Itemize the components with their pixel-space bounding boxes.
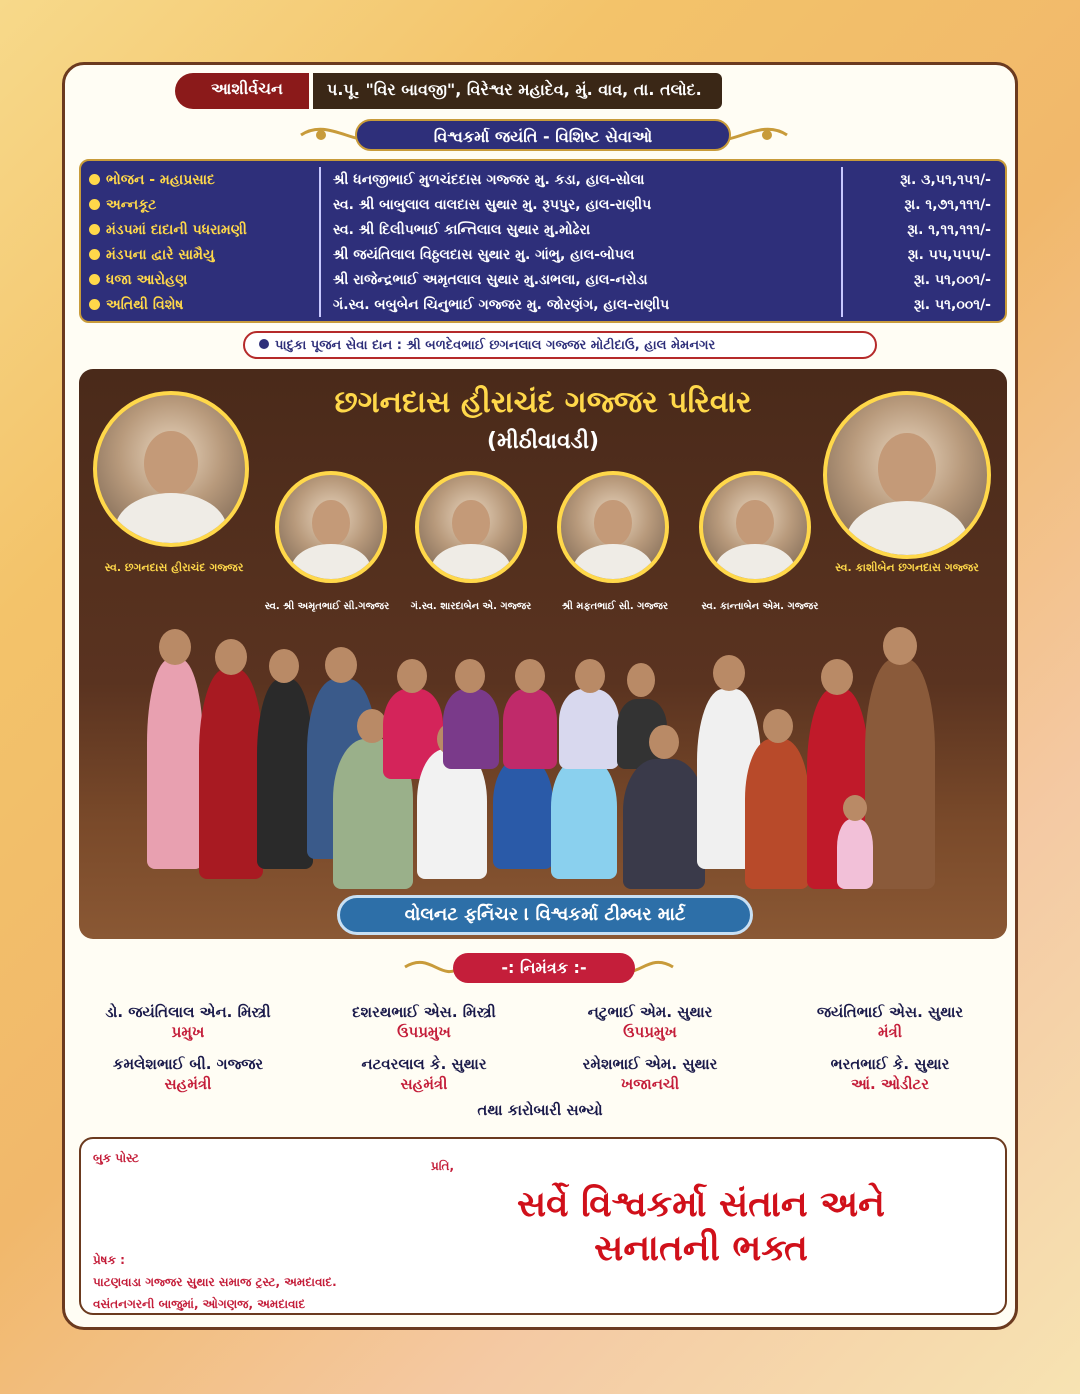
inviters-title: -: નિમંત્રક :- <box>453 953 635 983</box>
inviter-role: મંત્રી <box>877 1023 903 1041</box>
inviter-member <box>537 1055 763 1093</box>
seva-row <box>89 242 997 267</box>
family-subtitle: (મીઠીવાવડી) <box>486 429 600 454</box>
seva-name: મંડપના દ્વારે સામૈયુ <box>106 246 215 263</box>
inviter-member <box>763 1055 1017 1093</box>
bullet-icon <box>89 249 100 260</box>
committee-members: તથા કારોબારી સભ્યો <box>477 1101 603 1119</box>
member-portrait <box>699 471 811 583</box>
seva-amount: રૂા. ૫૧,૦૦૧/- <box>913 296 991 313</box>
inviter-role: આં. ઓડીટર <box>850 1075 930 1093</box>
inviter-name: ડો. જયંતિલાલ એન. મિસ્ત્રી <box>105 1003 271 1021</box>
inviter-member <box>65 1003 311 1041</box>
member-caption: શ્રી મફતભાઈ સી. ગજ્જર <box>561 601 669 612</box>
seva-amount: રૂા. ૩,૫૧,૧૫૧/- <box>900 171 991 188</box>
seva-name: ધજા આરોહણ <box>106 271 188 288</box>
seva-name: અતિથી વિશેષ <box>106 296 184 313</box>
inviter-role: સહમંત્રી <box>164 1075 212 1093</box>
paduka-text: પાદુકા પૂજન સેવા દાન : શ્રી બળદેવભાઈ છગનલાલ ગજ્જર મોટીદાઉ, હાલ મેમનગર <box>275 338 716 353</box>
elder-portrait-right <box>823 391 991 559</box>
family-title: છગનદાસ હીરાચંદ ગજ્જર પરિવાર <box>334 385 752 420</box>
inviter-member <box>311 1003 537 1041</box>
blessing-text: પ.પૂ. "વિર બાવજી", વિરેશ્વર મહાદેવ, મું. વાવ, તા. તલોદ. <box>313 73 722 109</box>
inviter-name: નટવરલાલ કે. સુથાર <box>361 1055 487 1073</box>
seva-row <box>89 292 997 317</box>
family-group-photo <box>147 619 947 899</box>
sender-block <box>93 1249 337 1315</box>
sevas-table <box>79 159 1007 323</box>
elder-caption-left: સ્વ. છગનદાસ હીરાચંદ ગજ્જર <box>104 561 244 574</box>
bullet-icon <box>259 339 269 349</box>
inviter-member <box>763 1003 1017 1041</box>
inviter-role: ખજાનચી <box>620 1075 680 1093</box>
brand-banner: વોલનટ ફર્નિચર । વિશ્વકર્મા ટીમ્બર માર્ટ <box>337 895 753 935</box>
book-post-label: બુક પોસ્ટ <box>93 1151 139 1165</box>
seva-amount: રૂા. ૧,૧૧,૧૧૧/- <box>907 221 991 238</box>
seva-name: ભોજન - મહાપ્રસાદ <box>106 171 215 188</box>
seva-row <box>89 192 997 217</box>
seva-row <box>89 167 997 192</box>
inviter-name: કમલેશભાઈ બી. ગજ્જર <box>112 1055 264 1073</box>
seva-row <box>89 217 997 242</box>
inviter-member <box>65 1055 311 1093</box>
inviter-role: ઉપપ્રમુખ <box>397 1023 451 1041</box>
inviter-name: રમેશભાઈ એમ. સુથાર <box>582 1055 718 1073</box>
bullet-icon <box>89 299 100 310</box>
member-portrait <box>415 471 527 583</box>
address-box <box>79 1137 1007 1315</box>
elder-caption-right: સ્વ. કાશીબેન છગનદાસ ગજ્જર <box>835 561 979 574</box>
sender-label: પ્રેષક : <box>93 1253 125 1267</box>
inviter-name: દશરથભાઈ એસ. મિસ્ત્રી <box>352 1003 496 1021</box>
seva-row <box>89 267 997 292</box>
family-panel <box>79 369 1007 939</box>
inviter-role: ઉપપ્રમુખ <box>623 1023 677 1041</box>
inviter-name: જયંતિભાઈ એસ. સુથાર <box>816 1003 964 1021</box>
elder-portrait-left <box>93 391 249 547</box>
seva-amount: રૂા. ૧,૭૧,૧૧૧/- <box>904 196 991 213</box>
bullet-icon <box>89 224 100 235</box>
blessing-banner <box>175 73 722 109</box>
addressee <box>431 1183 971 1271</box>
addressee-line: સનાતની ભક્ત <box>594 1228 808 1269</box>
sender-line: વસંતનગરની બાજુમાં, ઓગણજ, અમદાવાદ <box>93 1297 306 1311</box>
seva-donor: શ્રી રાજેન્દ્રભાઈ અમૃતલાલ સુથાર મુ.ડાભલા, હાલ-નરોડા <box>321 267 843 292</box>
paduka-pujan-note <box>243 331 877 359</box>
member-caption: ગં.સ્વ. શારદાબેન એ. ગજ્જર <box>410 601 532 612</box>
seva-donor: ગં.સ્વ. બબુબેન ચિનુભાઈ ગજ્જર મુ. જોરણંગ, હાલ-રાણીપ <box>321 292 843 317</box>
seva-donor: શ્રી ધનજીભાઈ મુળચંદદાસ ગજ્જર મુ. કડા, હાલ-સોલા <box>321 167 843 192</box>
inviter-role: સહમંત્રી <box>400 1075 448 1093</box>
seva-name: મંડપમાં દાદાની પધરામણી <box>106 221 247 238</box>
prati-label: પ્રતિ, <box>431 1159 455 1173</box>
member-portrait <box>275 471 387 583</box>
inviter-name: નટુભાઈ એમ. સુથાર <box>587 1003 713 1021</box>
member-portrait <box>557 471 669 583</box>
blessing-label: આશીર્વચન <box>175 73 309 109</box>
inviter-name: ભરતભાઈ કે. સુથાર <box>830 1055 950 1073</box>
seva-amount: રૂા. ૫૧,૦૦૧/- <box>913 271 991 288</box>
seva-donor: સ્વ. શ્રી દિલીપભાઈ કાન્તિલાલ સુથાર મુ.મોઢેરા <box>321 217 843 242</box>
inviter-role: પ્રમુખ <box>171 1023 205 1041</box>
seva-amount: રૂા. ૫૫,૫૫૫/- <box>907 246 991 263</box>
invitation-card <box>62 62 1018 1330</box>
inviter-member <box>537 1003 763 1041</box>
bullet-icon <box>89 174 100 185</box>
seva-name: અન્નકૂટ <box>106 196 157 213</box>
bullet-icon <box>89 199 100 210</box>
seva-donor: શ્રી જયંતિલાલ વિઠ્ઠલદાસ સુથાર મુ. ગાંભુ, હાલ-બોપલ <box>321 242 843 267</box>
sender-line: પાટણવાડા ગજ્જર સુથાર સમાજ ટ્રસ્ટ, અમદાવાદ. <box>93 1275 337 1289</box>
bullet-icon <box>89 274 100 285</box>
inviter-member <box>311 1055 537 1093</box>
seva-donor: સ્વ. શ્રી બાબુલાલ વાલદાસ સુથાર મુ. રૂપપુર, હાલ-રાણીપ <box>321 192 843 217</box>
addressee-line: સર્વે વિશ્વકર્મા સંતાન અને <box>517 1184 885 1225</box>
member-caption: સ્વ. કાન્તાબેન એમ. ગજ્જર <box>701 601 819 612</box>
member-caption: સ્વ. શ્રી અમૃતભાઈ સી.ગજ્જર <box>264 601 390 612</box>
sevas-title: વિશ્વકર્મા જયંતિ - વિશિષ્ટ સેવાઓ <box>355 119 731 151</box>
